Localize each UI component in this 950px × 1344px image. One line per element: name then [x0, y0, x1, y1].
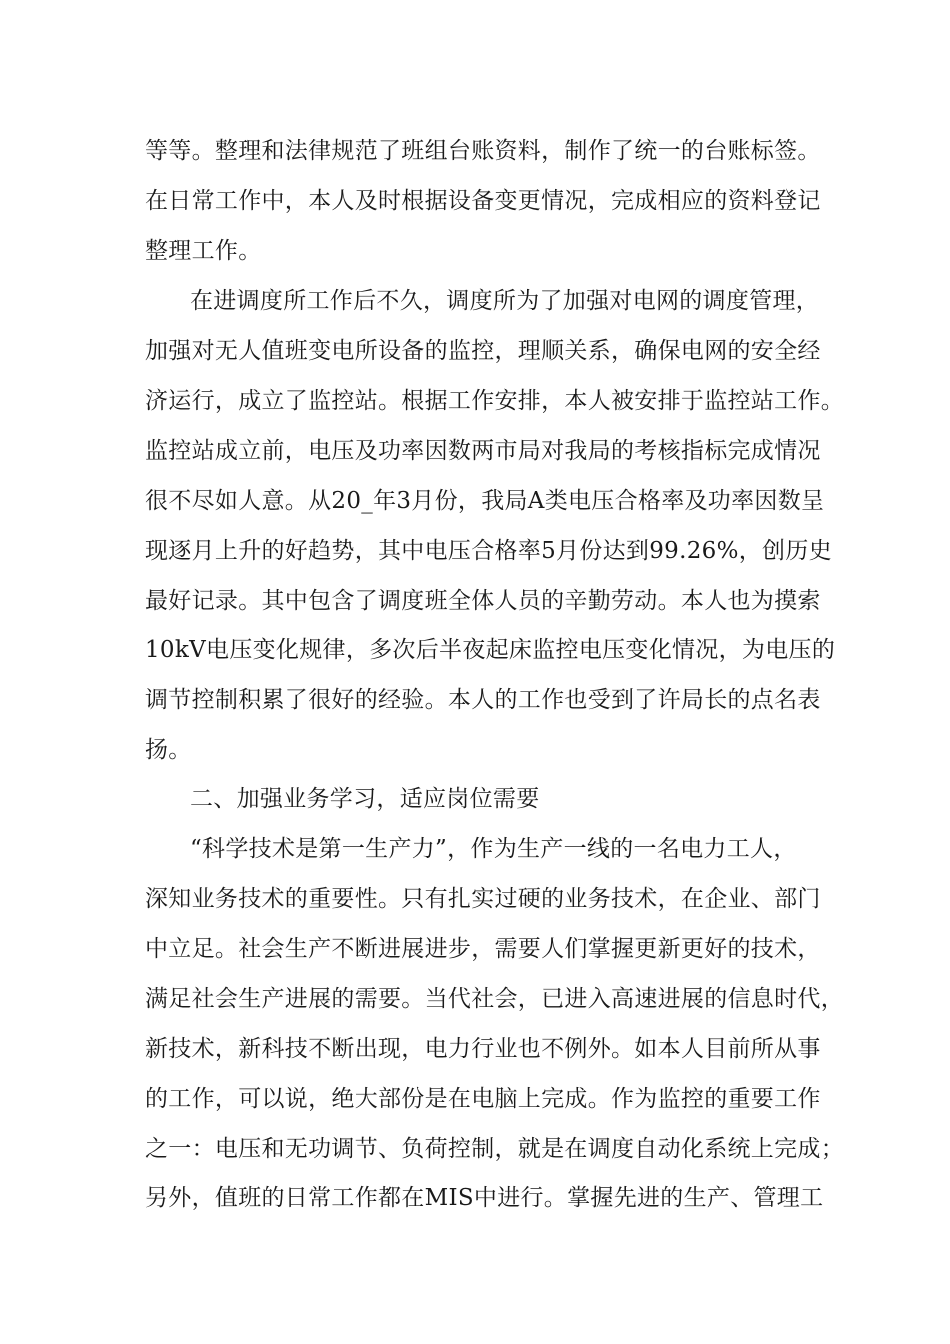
text-line: 满足社会生产进展的需要。当代社会，已进入高速进展的信息时代， — [145, 986, 844, 1012]
text-line: 加强对无人值班变电所设备的监控，理顺关系，确保电网的安全经 — [145, 338, 821, 364]
text-line: 的工作，可以说，绝大部份是在电脑上完成。作为监控的重要工作 — [145, 1086, 821, 1112]
text-line: 现逐月上升的好趋势，其中电压合格率5月份达到99.26%，创历史 — [145, 538, 832, 564]
text-line: 深知业务技术的重要性。只有扎实过硬的业务技术，在企业、部门 — [145, 886, 821, 912]
text-line: 等等。整理和法律规范了班组台账资料，制作了统一的台账标签。 — [145, 138, 821, 164]
text-line: 中立足。社会生产不断进展进步，需要人们掌握更新更好的技术， — [145, 936, 821, 962]
text-line: 整理工作。 — [145, 238, 262, 264]
text-line: 新技术，新科技不断出现，电力行业也不例外。如本人目前所从事 — [145, 1036, 821, 1062]
paragraph-first-line: 在进调度所工作后不久，调度所为了加强对电网的调度管理， — [190, 288, 820, 314]
text-line: 济运行，成立了监控站。根据工作安排，本人被安排于监控站工作。 — [145, 388, 844, 414]
text-line: 10kV电压变化规律，多次后半夜起床监控电压变化情况，为电压的 — [145, 637, 836, 663]
section-heading: 二、加强业务学习，适应岗位需要 — [190, 786, 540, 812]
text-line: 调节控制积累了很好的经验。本人的工作也受到了许局长的点名表 — [145, 687, 821, 713]
paragraph-first-line: “科学技术是第一生产力”，作为生产一线的一名电力工人， — [190, 836, 797, 862]
text-line: 之一：电压和无功调节、负荷控制，就是在调度自动化系统上完成； — [145, 1136, 844, 1162]
text-line: 监控站成立前，电压及功率因数两市局对我局的考核指标完成情况 — [145, 438, 821, 464]
text-line: 最好记录。其中包含了调度班全体人员的辛勤劳动。本人也为摸索 — [145, 588, 821, 614]
text-line: 另外，值班的日常工作都在MIS中进行。掌握先进的生产、管理工 — [145, 1185, 824, 1211]
text-line: 扬。 — [145, 737, 192, 763]
text-line: 很不尽如人意。从20_年3月份，我局A类电压合格率及功率因数呈 — [145, 488, 825, 514]
text-line: 在日常工作中，本人及时根据设备变更情况，完成相应的资料登记 — [145, 188, 821, 214]
